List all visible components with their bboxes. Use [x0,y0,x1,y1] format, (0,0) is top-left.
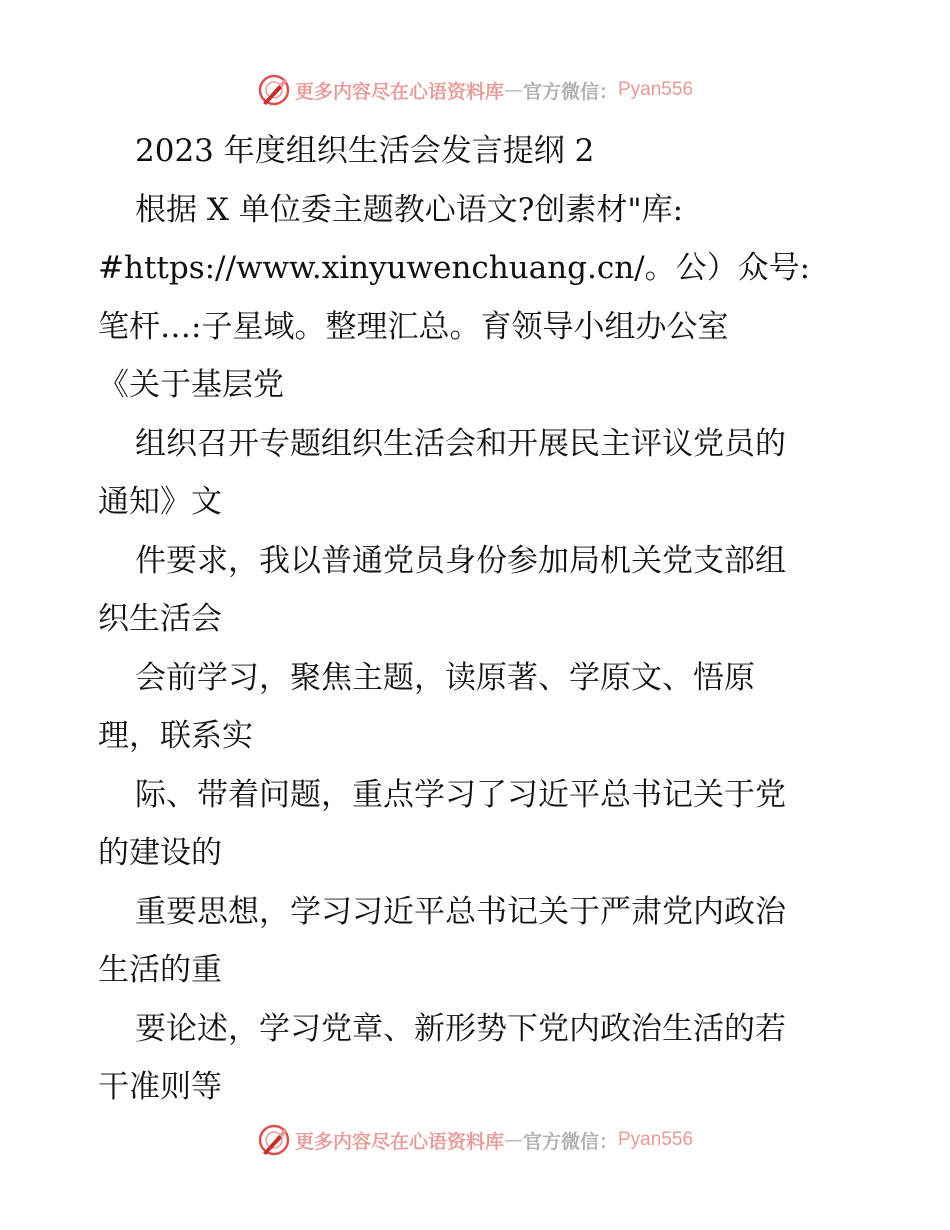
text-line: 的建设的 [98,835,222,871]
text-line: #https://www.xinyuwenchuang.cn/。公）众号: [98,250,811,286]
text-line: 重要思想，学习习近平总书记关于严肃党内政治 [135,893,786,930]
text-line: 通知》文 [98,484,222,520]
watermark-separator: — [503,79,523,101]
text-line: 织生活会 [98,601,222,637]
pen-logo-icon [257,1123,291,1157]
watermark-wechat-id: Pyan556 [618,79,694,100]
text-line: 生活的重 [98,952,222,988]
watermark-wechat-id: Pyan556 [618,1129,694,1150]
text-line: 干准则等 [98,1069,222,1105]
text-line: 组织召开专题组织生活会和开展民主评议党员的 [135,425,786,462]
watermark-site-text: 更多内容尽在心语资料库 [294,1130,504,1153]
text-line: 要论述，学习党章、新形势下党内政治生活的若 [135,1010,786,1047]
text-line: 根据 X 单位委主题教心语文?创素材"库: [135,191,684,228]
document-title: 2023 年度组织生活会发言提纲 2 [135,133,595,169]
header-watermark [0,70,950,110]
text-line: 笔杆…:子星域。整理汇总。育领导小组办公室 [98,308,729,345]
watermark-official-label: 官方微信： [522,80,618,103]
footer-watermark [0,1120,950,1160]
watermark-official-label: 官方微信： [522,1130,618,1153]
text-line: 件要求，我以普通党员身份参加局机关党支部组 [135,542,786,579]
document-body [98,122,858,1117]
text-line: 理，联系实 [98,718,253,754]
text-line: 《关于基层党 [98,367,284,403]
text-line: 际、带着问题，重点学习了习近平总书记关于党 [135,776,786,813]
pen-logo-icon [257,73,291,107]
watermark-separator: — [503,1129,523,1151]
text-line: 会前学习，聚焦主题，读原著、学原文、悟原 [135,659,755,696]
watermark-site-text: 更多内容尽在心语资料库 [294,80,504,103]
